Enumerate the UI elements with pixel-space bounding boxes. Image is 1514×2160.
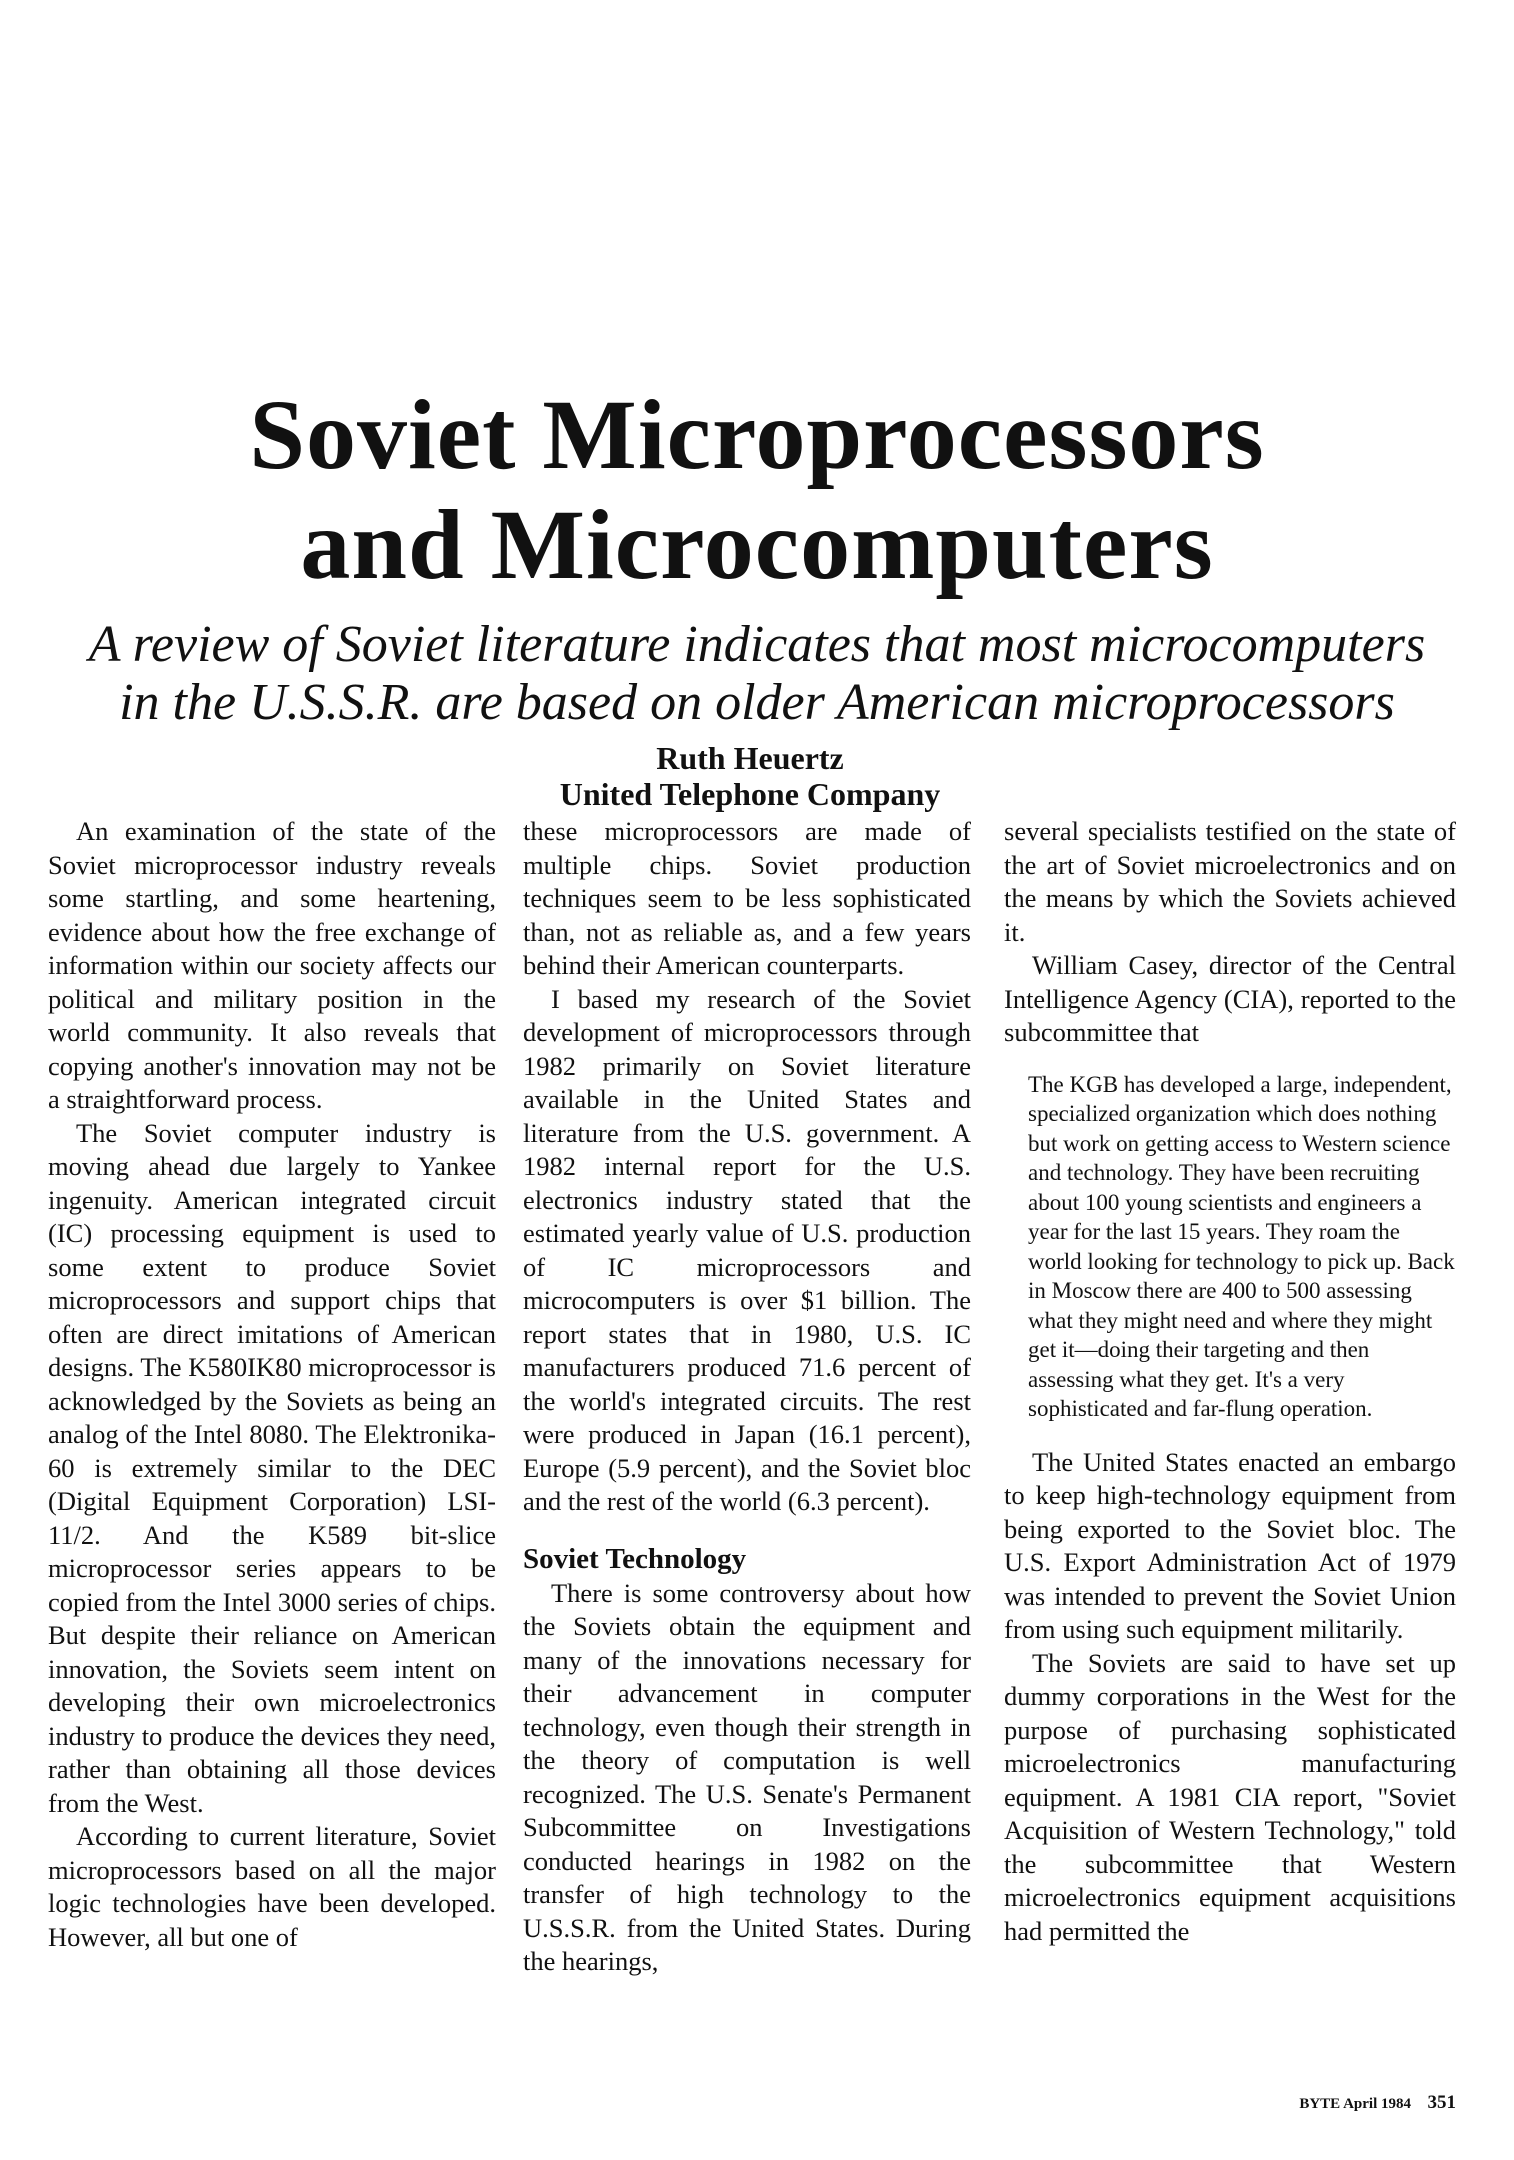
- paragraph: There is some controversy about how the Soviets obtain the equipment and many of the innovations necessary for their advancement in computer technology, even though their strength in the theory of computation is well recognized. The U.S. Senate's Permanent Subcommittee on Investigations conducted hearings in 1982 on the transfer of high technology to the U.S.S.R. from the United States. During the hearings,: [523, 1577, 971, 1976]
- paragraph: these microprocessors are made of multiple chips. Soviet production techniques seem to be less sophisticated than, not as reliable as, and a few years behind their American counterparts.: [523, 816, 971, 980]
- page-number: 351: [1427, 2092, 1456, 2113]
- text-column-2: [523, 815, 971, 2055]
- text-column-3: [1004, 815, 1456, 2055]
- paragraph: William Casey, director of the Central Intelligence Agency (CIA), reported to the subcommittee that: [1004, 950, 1456, 1047]
- subtitle-line-1: A review of Soviet literature indicates that most microcomputers: [88, 616, 1426, 673]
- publication-line: BYTE April 1984: [1299, 2096, 1411, 2112]
- page-footer: [1299, 2091, 1456, 2115]
- paragraph: An examination of the state of the Soviet microprocessor industry reveals some startling, and some heartening, evidence about how the free exchange of information within our society affects our political and military position in the world community. It also reveals that copying another's innovation may not be a straightforward process.: [48, 816, 496, 1114]
- title-line-1: Soviet Microprocessors: [249, 379, 1265, 490]
- section-heading: Soviet Technology: [523, 1542, 747, 1575]
- article-title: [0, 380, 1514, 600]
- author-name: Ruth Heuertz: [656, 740, 844, 776]
- block-quote: The KGB has developed a large, independent, specialized organization which does nothing but work on getting access to Western science and technology. They have been recruiting about 100 young scientists and engineers a year for the last 15 years. They roam the world looking for technology to pick up. Back in Moscow there are 400 to 500 assessing what they might need and where they might get it—doing their targeting and then assessing what they get. It's a very sophisticated and far-flung operation.: [1028, 1071, 1455, 1421]
- subtitle-line-2: in the U.S.S.R. are based on older American microprocessors: [119, 674, 1395, 731]
- byline: [480, 740, 1020, 812]
- author-affiliation: United Telephone Company: [559, 776, 941, 812]
- text-column-1: [48, 815, 496, 2055]
- paragraph: According to current literature, Soviet microprocessors based on all the major logic technologies have been developed. However, all but one of: [48, 1821, 496, 1952]
- paragraph: I based my research of the Soviet development of microprocessors through 1982 primarily on Soviet literature available in the United States and literature from the U.S. government. A 1982 internal report for the U.S. electronics industry stated that the estimated yearly value of U.S. production of IC microprocessors and microcomputers is over $1 billion. The report states that in 1980, U.S. IC manufacturers produced 71.6 percent of the world's integrated circuits. The rest were produced in Japan (16.1 percent), Europe (5.9 percent), and the Soviet bloc and the rest of the world (6.3 percent).: [523, 983, 971, 1516]
- paragraph: The United States enacted an embargo to keep high-technology equipment from being exported to the Soviet bloc. The U.S. Export Administration Act of 1979 was intended to prevent the Soviet Union from using such equipment militarily.: [1004, 1446, 1456, 1644]
- paragraph: several specialists testified on the state of the art of Soviet microelectronics and on the means by which the Soviets achieved it.: [1004, 816, 1456, 947]
- article-subtitle: [0, 616, 1514, 732]
- paragraph: The Soviets are said to have set up dummy corporations in the West for the purpose of purchasing sophisticated microelectronics manufacturing equipment. A 1981 CIA report, "Soviet Acquisition of Western Technology," told the subcommittee that Western microelectronics equipment acquisitions had permitted the: [1004, 1647, 1456, 1946]
- paragraph: The Soviet computer industry is moving ahead due largely to Yankee ingenuity. American integrated circuit (IC) processing equipment is used to some extent to produce Soviet microprocessors and support chips that often are direct imitations of American designs. The K580IK80 microprocessor is acknowledged by the Soviets as being an analog of the Intel 8080. The Elektronika-60 is extremely similar to the DEC (Digital Equipment Corporation) LSI-11/2. And the K589 bit-slice microprocessor series appears to be copied from the Intel 3000 series of chips. But despite their reliance on American innovation, the Soviets seem intent on developing their own microelectronics industry to produce the devices they need, rather than obtaining all those devices from the West.: [48, 1117, 496, 1818]
- title-line-2: and Microcomputers: [300, 489, 1214, 600]
